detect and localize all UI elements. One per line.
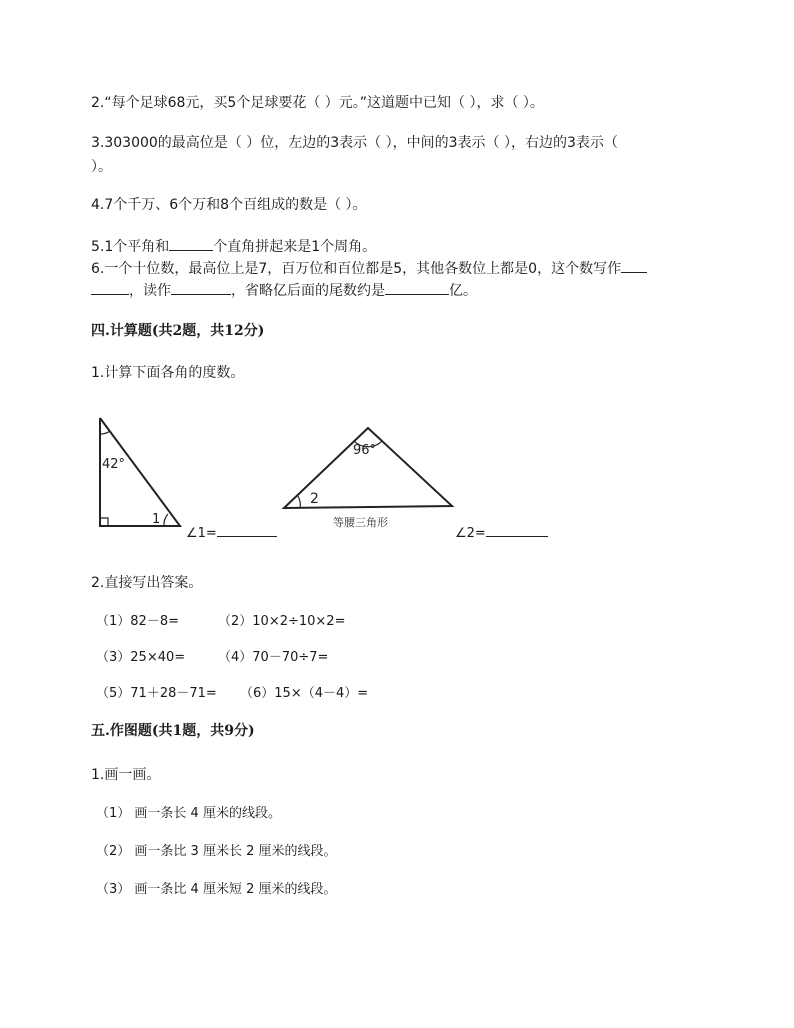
angle-2-label-text: ∠2=: [455, 526, 486, 541]
question-3-4: 4.7个千万、6个万和8个百组成的数是（ ）。: [91, 197, 367, 213]
answer-blank[interactable]: [621, 258, 647, 273]
answer-blank[interactable]: [171, 280, 231, 295]
right-angle-mark: [100, 518, 108, 526]
section-5-heading: 五.作图题(共1题，共9分): [91, 723, 255, 739]
question-3-6-b1: ，读作: [129, 283, 171, 299]
answer-blank[interactable]: [91, 280, 129, 295]
angle-2-answer: [455, 522, 548, 541]
answer-blank[interactable]: [486, 522, 548, 537]
calc-item: （4）70－70÷7=: [218, 650, 329, 665]
isosceles-triangle-figure: [280, 420, 460, 536]
right-triangle-figure: [92, 414, 192, 532]
angle-arc-top: [100, 431, 110, 434]
angle-2-label: 2: [310, 491, 319, 507]
answer-blank[interactable]: [217, 522, 277, 537]
calc-item: （6）15×（4－4）=: [240, 686, 369, 701]
angle-arc-2: [298, 496, 300, 508]
question-3-6-line2: [91, 280, 477, 300]
calc-item: （5）71＋28－71=: [96, 686, 217, 701]
calc-item: （2）10×2÷10×2=: [218, 614, 346, 629]
calc-item: （3）25×40=: [96, 650, 186, 665]
angle-1-answer: [186, 522, 277, 541]
question-3-5-pre: 5.1个平角和: [91, 239, 170, 255]
question-3-6-line1: [91, 258, 647, 278]
right-triangle-svg: [92, 414, 192, 532]
question-3-6-b3: 亿。: [449, 283, 477, 299]
question-3-6-pre: 6.一个十位数，最高位上是7，百万位和百位都是5，其他各数位上都是0，这个数写作: [91, 261, 622, 277]
question-3-2: 2.“每个足球68元，买5个足球要花（ ）元。”这道题中已知（ ），求（ ）。: [91, 95, 544, 111]
draw-item: （2） 画一条比 3 厘米长 2 厘米的线段。: [96, 844, 337, 859]
question-4-2: 2.直接写出答案。: [91, 575, 203, 591]
angle-96-label: 96°: [353, 443, 377, 458]
calc-item: （1）82－8=: [96, 614, 179, 629]
angle-42-label: 42°: [102, 457, 126, 472]
angle-1-label-text: ∠1=: [186, 526, 217, 541]
angle-arc-1: [164, 514, 168, 526]
draw-item: （1） 画一条长 4 厘米的线段。: [96, 806, 281, 821]
question-3-3-line1: 3.303000的最高位是（ ）位，左边的3表示（ ），中间的3表示（ ），右边的3表示（: [91, 135, 618, 151]
question-3-3-line2: ）。: [91, 159, 112, 175]
isosceles-triangle-svg: [280, 420, 460, 536]
isosceles-caption: 等腰三角形: [333, 516, 388, 529]
section-4-heading: 四.计算题(共2题，共12分): [91, 323, 265, 339]
question-5-1: 1.画一画。: [91, 767, 161, 783]
triangle-outline: [100, 418, 180, 526]
answer-blank[interactable]: [385, 280, 449, 295]
draw-item: （3） 画一条比 4 厘米短 2 厘米的线段。: [96, 882, 337, 897]
question-4-1: 1.计算下面各角的度数。: [91, 365, 245, 381]
angle-1-label: 1: [152, 512, 161, 527]
question-3-6-b2: ，省略亿后面的尾数约是: [231, 283, 385, 299]
question-3-5-post: 个直角拼起来是1个周角。: [213, 239, 377, 255]
answer-blank[interactable]: [169, 236, 213, 251]
question-3-5: [91, 236, 376, 256]
